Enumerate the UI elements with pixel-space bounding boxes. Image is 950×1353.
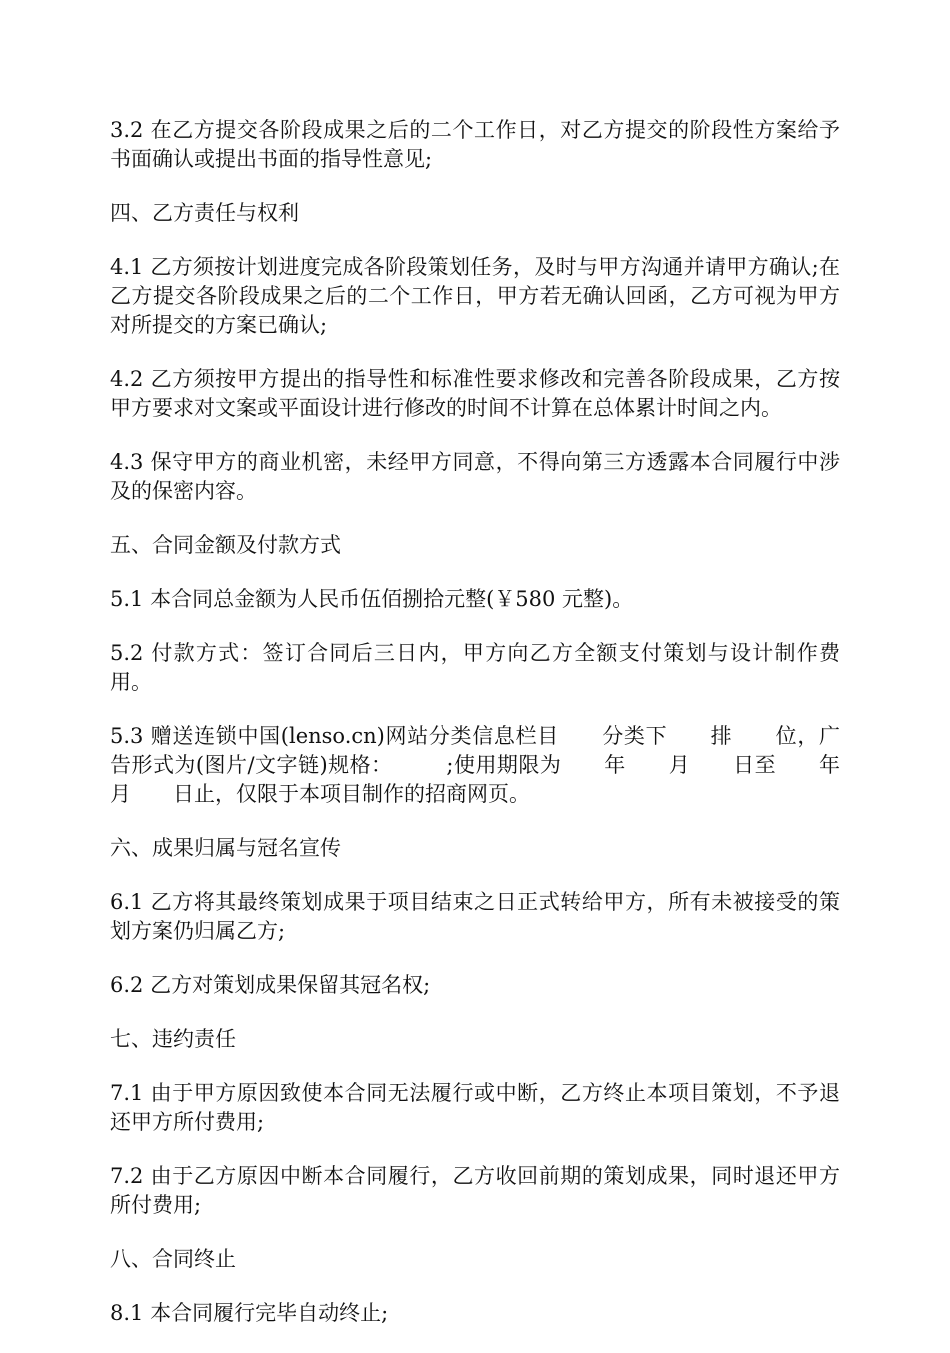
document-body xyxy=(110,116,882,1353)
section-7-heading: 七、违约责任 xyxy=(110,1027,236,1051)
section-6-heading: 六、成果归属与冠名宣传 xyxy=(110,836,341,860)
clause-4-2: 4.2 乙方须按甲方提出的指导性和标准性要求修改和完善各阶段成果，乙方按甲方要求对文案或平面设计进行修改的时间不计算在总体累计时间之内。 xyxy=(110,367,840,420)
clause-5-1: 5.1 本合同总金额为人民币伍佰捌拾元整(￥580 元整)。 xyxy=(110,587,634,611)
clause-4-3: 4.3 保守甲方的商业机密，未经甲方同意，不得向第三方透露本合同履行中涉及的保密内容。 xyxy=(110,450,840,503)
clause-7-2: 7.2 由于乙方原因中断本合同履行，乙方收回前期的策划成果，同时退还甲方所付费用; xyxy=(110,1164,840,1217)
section-8-heading: 八、合同终止 xyxy=(110,1247,236,1271)
clause-7-1: 7.1 由于甲方原因致使本合同无法履行或中断，乙方终止本项目策划，不予退还甲方所付费用; xyxy=(110,1081,840,1134)
clause-5-3: 5.3 赠送连锁中国(lenso.cn)网站分类信息栏目 分类下 排 位，广告形式为(图片/文字链)规格： ;使用期限为 年 月 日至 年 月 日止，仅限于本项目制作的招商网页。 xyxy=(110,724,882,806)
clause-6-2: 6.2 乙方对策划成果保留其冠名权; xyxy=(110,973,431,997)
clause-6-1: 6.1 乙方将其最终策划成果于项目结束之日正式转给甲方，所有未被接受的策划方案仍归属乙方; xyxy=(110,890,840,943)
clause-5-2: 5.2 付款方式：签订合同后三日内，甲方向乙方全额支付策划与设计制作费用。 xyxy=(110,641,840,694)
section-4-heading: 四、乙方责任与权利 xyxy=(110,201,299,225)
section-5-heading: 五、合同金额及付款方式 xyxy=(110,533,341,557)
clause-8-1: 8.1 本合同履行完毕自动终止; xyxy=(110,1301,389,1325)
clause-4-1: 4.1 乙方须按计划进度完成各阶段策划任务，及时与甲方沟通并请甲方确认;在乙方提交各阶段成果之后的二个工作日，甲方若无确认回函，乙方可视为甲方对所提交的方案已确认; xyxy=(110,255,840,337)
clause-3-2: 3.2 在乙方提交各阶段成果之后的二个工作日，对乙方提交的阶段性方案给予书面确认或提出书面的指导性意见; xyxy=(110,118,840,171)
